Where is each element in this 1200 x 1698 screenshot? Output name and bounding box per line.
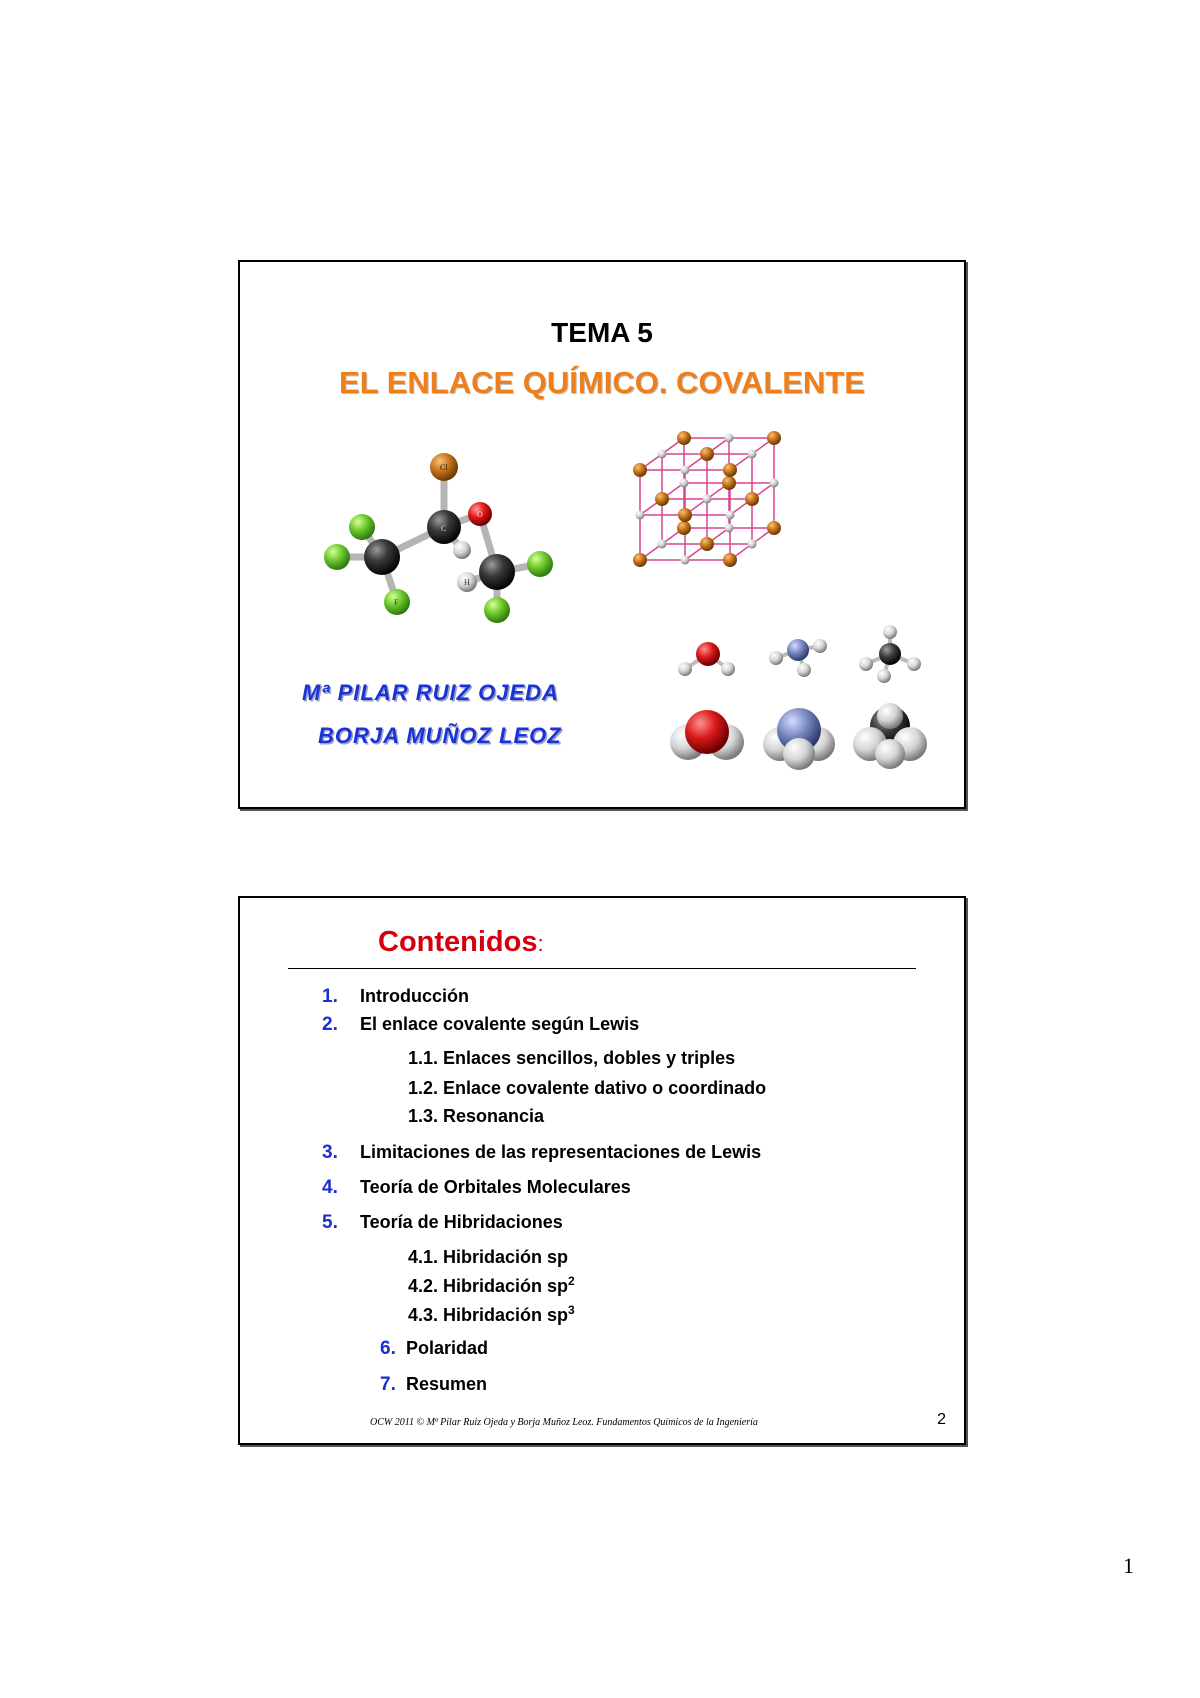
- lattice-anion: [658, 540, 667, 549]
- small-molecules-illustration: [668, 622, 938, 782]
- author-name: BORJA MUÑOZ LEOZ: [318, 723, 562, 748]
- slide-title: TEMA 5: [551, 317, 653, 348]
- lattice-anion: [725, 434, 734, 443]
- heading-divider: [288, 968, 916, 969]
- lattice-anion: [748, 540, 757, 549]
- crystal-lattice-illustration: [628, 432, 798, 592]
- lattice-anion: [703, 495, 712, 504]
- slide-number: 2: [937, 1411, 946, 1428]
- label-f: F: [394, 598, 399, 607]
- contents-heading-colon: :: [537, 931, 544, 956]
- lattice-anion: [726, 511, 735, 520]
- lattice-anion: [681, 556, 690, 565]
- lattice-cation: [633, 553, 647, 567]
- lattice-cation: [745, 492, 759, 506]
- lattice-anion: [658, 450, 667, 459]
- toc-item: 6. Polaridad: [380, 1338, 489, 1359]
- lattice-anion: [770, 479, 779, 488]
- contents-heading-text: Contenidos: [378, 926, 538, 958]
- toc-item: 4. Teoría de Orbitales Moleculares: [322, 1177, 631, 1198]
- lattice-anion: [725, 524, 734, 533]
- toc-subitem: 4.2. Hibridación $sp^2$: [408, 1274, 575, 1296]
- toc-subitem: 4.3. Hibridación $sp^3$: [408, 1303, 575, 1325]
- lattice-cation: [700, 447, 714, 461]
- toc-subitem: 1.2. Enlace covalente dativo o coordinado: [408, 1078, 767, 1098]
- lattice-anion: [680, 479, 689, 488]
- slide-footer: OCW 2011 © Mª Pilar Ruiz Ojeda y Borja Muñoz Leoz. Fundamentos Químicos de la Ingeniería: [370, 1417, 758, 1428]
- page-number: 1: [1123, 1553, 1134, 1578]
- lattice-cation: [723, 463, 737, 477]
- slide-1: [238, 260, 966, 809]
- label-c: C: [441, 524, 447, 533]
- toc-item: 3. Limitaciones de las representaciones de Lewis: [322, 1142, 762, 1163]
- toc-item: 2. El enlace covalente según Lewis: [322, 1014, 640, 1035]
- slide-subtitle: EL ENLACE QUÍMICO. COVALENTE: [339, 365, 865, 400]
- lattice-anion: [681, 466, 690, 475]
- lattice-cation: [767, 431, 781, 445]
- toc-item: 7. Resumen: [380, 1374, 488, 1395]
- ammonia-ball-and-stick: [769, 639, 827, 677]
- toc-subitem: 1.1. Enlaces sencillos, dobles y triples: [408, 1048, 736, 1068]
- lattice-cation: [677, 431, 691, 445]
- lattice-cation: [633, 463, 647, 477]
- lattice-anion: [748, 450, 757, 459]
- methane-ball-and-stick: [859, 625, 921, 683]
- label-cl: Cl: [440, 463, 448, 472]
- lattice-cation: [677, 521, 691, 535]
- author-name: Mª PILAR RUIZ OJEDA: [302, 680, 559, 705]
- water-space-filling: [670, 710, 744, 760]
- lattice-cation: [655, 492, 669, 506]
- toc-item: 1. Introducción: [322, 986, 469, 1007]
- lattice-cation: [767, 521, 781, 535]
- slide-2: [238, 896, 966, 1445]
- toc-subitem: 4.1. Hibridación sp: [408, 1247, 569, 1267]
- lattice-cation: [723, 553, 737, 567]
- molecule-illustration: [312, 432, 562, 622]
- label-h: H: [464, 578, 470, 587]
- lattice-anion: [636, 511, 645, 520]
- toc-item: 5. Teoría de Hibridaciones: [322, 1212, 563, 1233]
- lattice-cation: [678, 508, 692, 522]
- methane-space-filling: [853, 703, 927, 769]
- contents-heading: [378, 926, 544, 959]
- lattice-cation: [722, 476, 736, 490]
- water-ball-and-stick: [678, 642, 735, 676]
- label-o: O: [477, 510, 483, 519]
- lattice-cation: [700, 537, 714, 551]
- ammonia-space-filling: [763, 708, 835, 770]
- toc-subitem: 1.3. Resonancia: [408, 1106, 545, 1126]
